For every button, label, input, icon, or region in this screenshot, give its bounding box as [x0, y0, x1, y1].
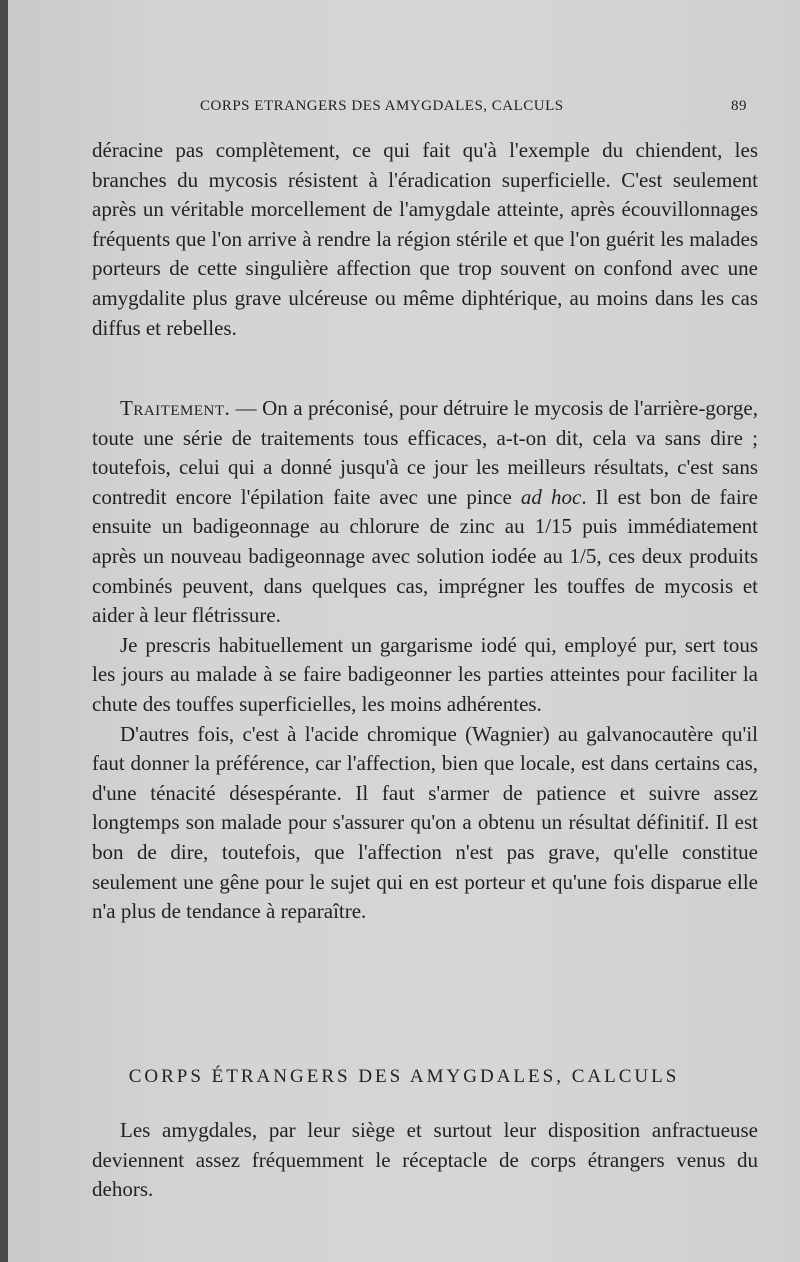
treatment-label: Traitement. — [120, 396, 231, 420]
paragraph-gargarisme: Je prescris habituellement un gargarisme iodé qui, employé pur, sert tous les jours au malade à se faire badigeonner les parties atteintes pour faciliter la chute des touffes superficielles, les moins adhérentes. — [92, 632, 758, 716]
section-heading: CORPS ÉTRANGERS DES AMYGDALES, CALCULS — [128, 1066, 680, 1087]
paragraph-amygdales: Les amygdales, par leur siège et surtout leur disposition anfractueuse deviennent assez fréquemment le réceptacle de corps étrangers venus du dehors. — [92, 1118, 758, 1202]
body-block-treatment — [92, 394, 758, 927]
body-block-lower — [92, 1116, 758, 1205]
treatment-text-a: — On a préconisé, pour détruire le mycosis de l'arrière-gorge, toute une série de traitements tous efficaces, a-t-on dit, cela va sans dire ; toutefois, celui qui a donné jusqu'à ce jour les meilleurs résultats, c'est sans contredit encore l'épilation faite avec une pince — [92, 396, 758, 509]
body-block-upper — [92, 136, 758, 343]
running-title: CORPS ETRANGERS DES AMYGDALES, CALCULS — [200, 98, 564, 114]
paragraph-continuation: déracine pas complètement, ce qui fait qu'à l'exemple du chiendent, les branches du mycosis résistent à l'éradication superficielle. C'est seulement après un véritable morcellement de l'amygdale atteinte, après écouvillonnages fréquents que l'on arrive à rendre la région stérile et que l'on guérit les malades porteurs de cette singulière affection que trop souvent on confond avec une amygdalite plus grave ulcéreuse ou même diphtérique, au moins dans les cas diffus et rebelles. — [92, 138, 758, 340]
page-number: 89 — [731, 98, 747, 114]
book-page — [8, 0, 800, 1262]
treatment-text-b: . Il est bon de faire ensuite un badigeonnage au chlorure de zinc au 1/15 puis immédiatement après un nouveau badigeonnage avec solution iodée au 1/5, ces deux produits combinés peuvent, dans quelques cas, imprégner les touffes de mycosis et aider à leur flétrissure. — [92, 484, 758, 628]
treatment-italic: ad hoc — [520, 484, 582, 509]
paragraph-treatment — [92, 394, 758, 631]
paragraph-acide-chromique: D'autres fois, c'est à l'acide chromique (Wagnier) au galvanocautère qu'il faut donner la préférence, car l'affection, bien que locale, est dans certains cas, d'une ténacité désespérante. Il faut s'armer de patience et suivre assez longtemps son malade pour s'assurer qu'on a obtenu un résultat définitif. Il est bon de dire, toutefois, que l'affection n'est pas grave, qu'elle constitue seulement une gêne pour le sujet qui en est porteur et qu'une fois disparue elle n'a plus de tendance à reparaître. — [92, 721, 758, 924]
